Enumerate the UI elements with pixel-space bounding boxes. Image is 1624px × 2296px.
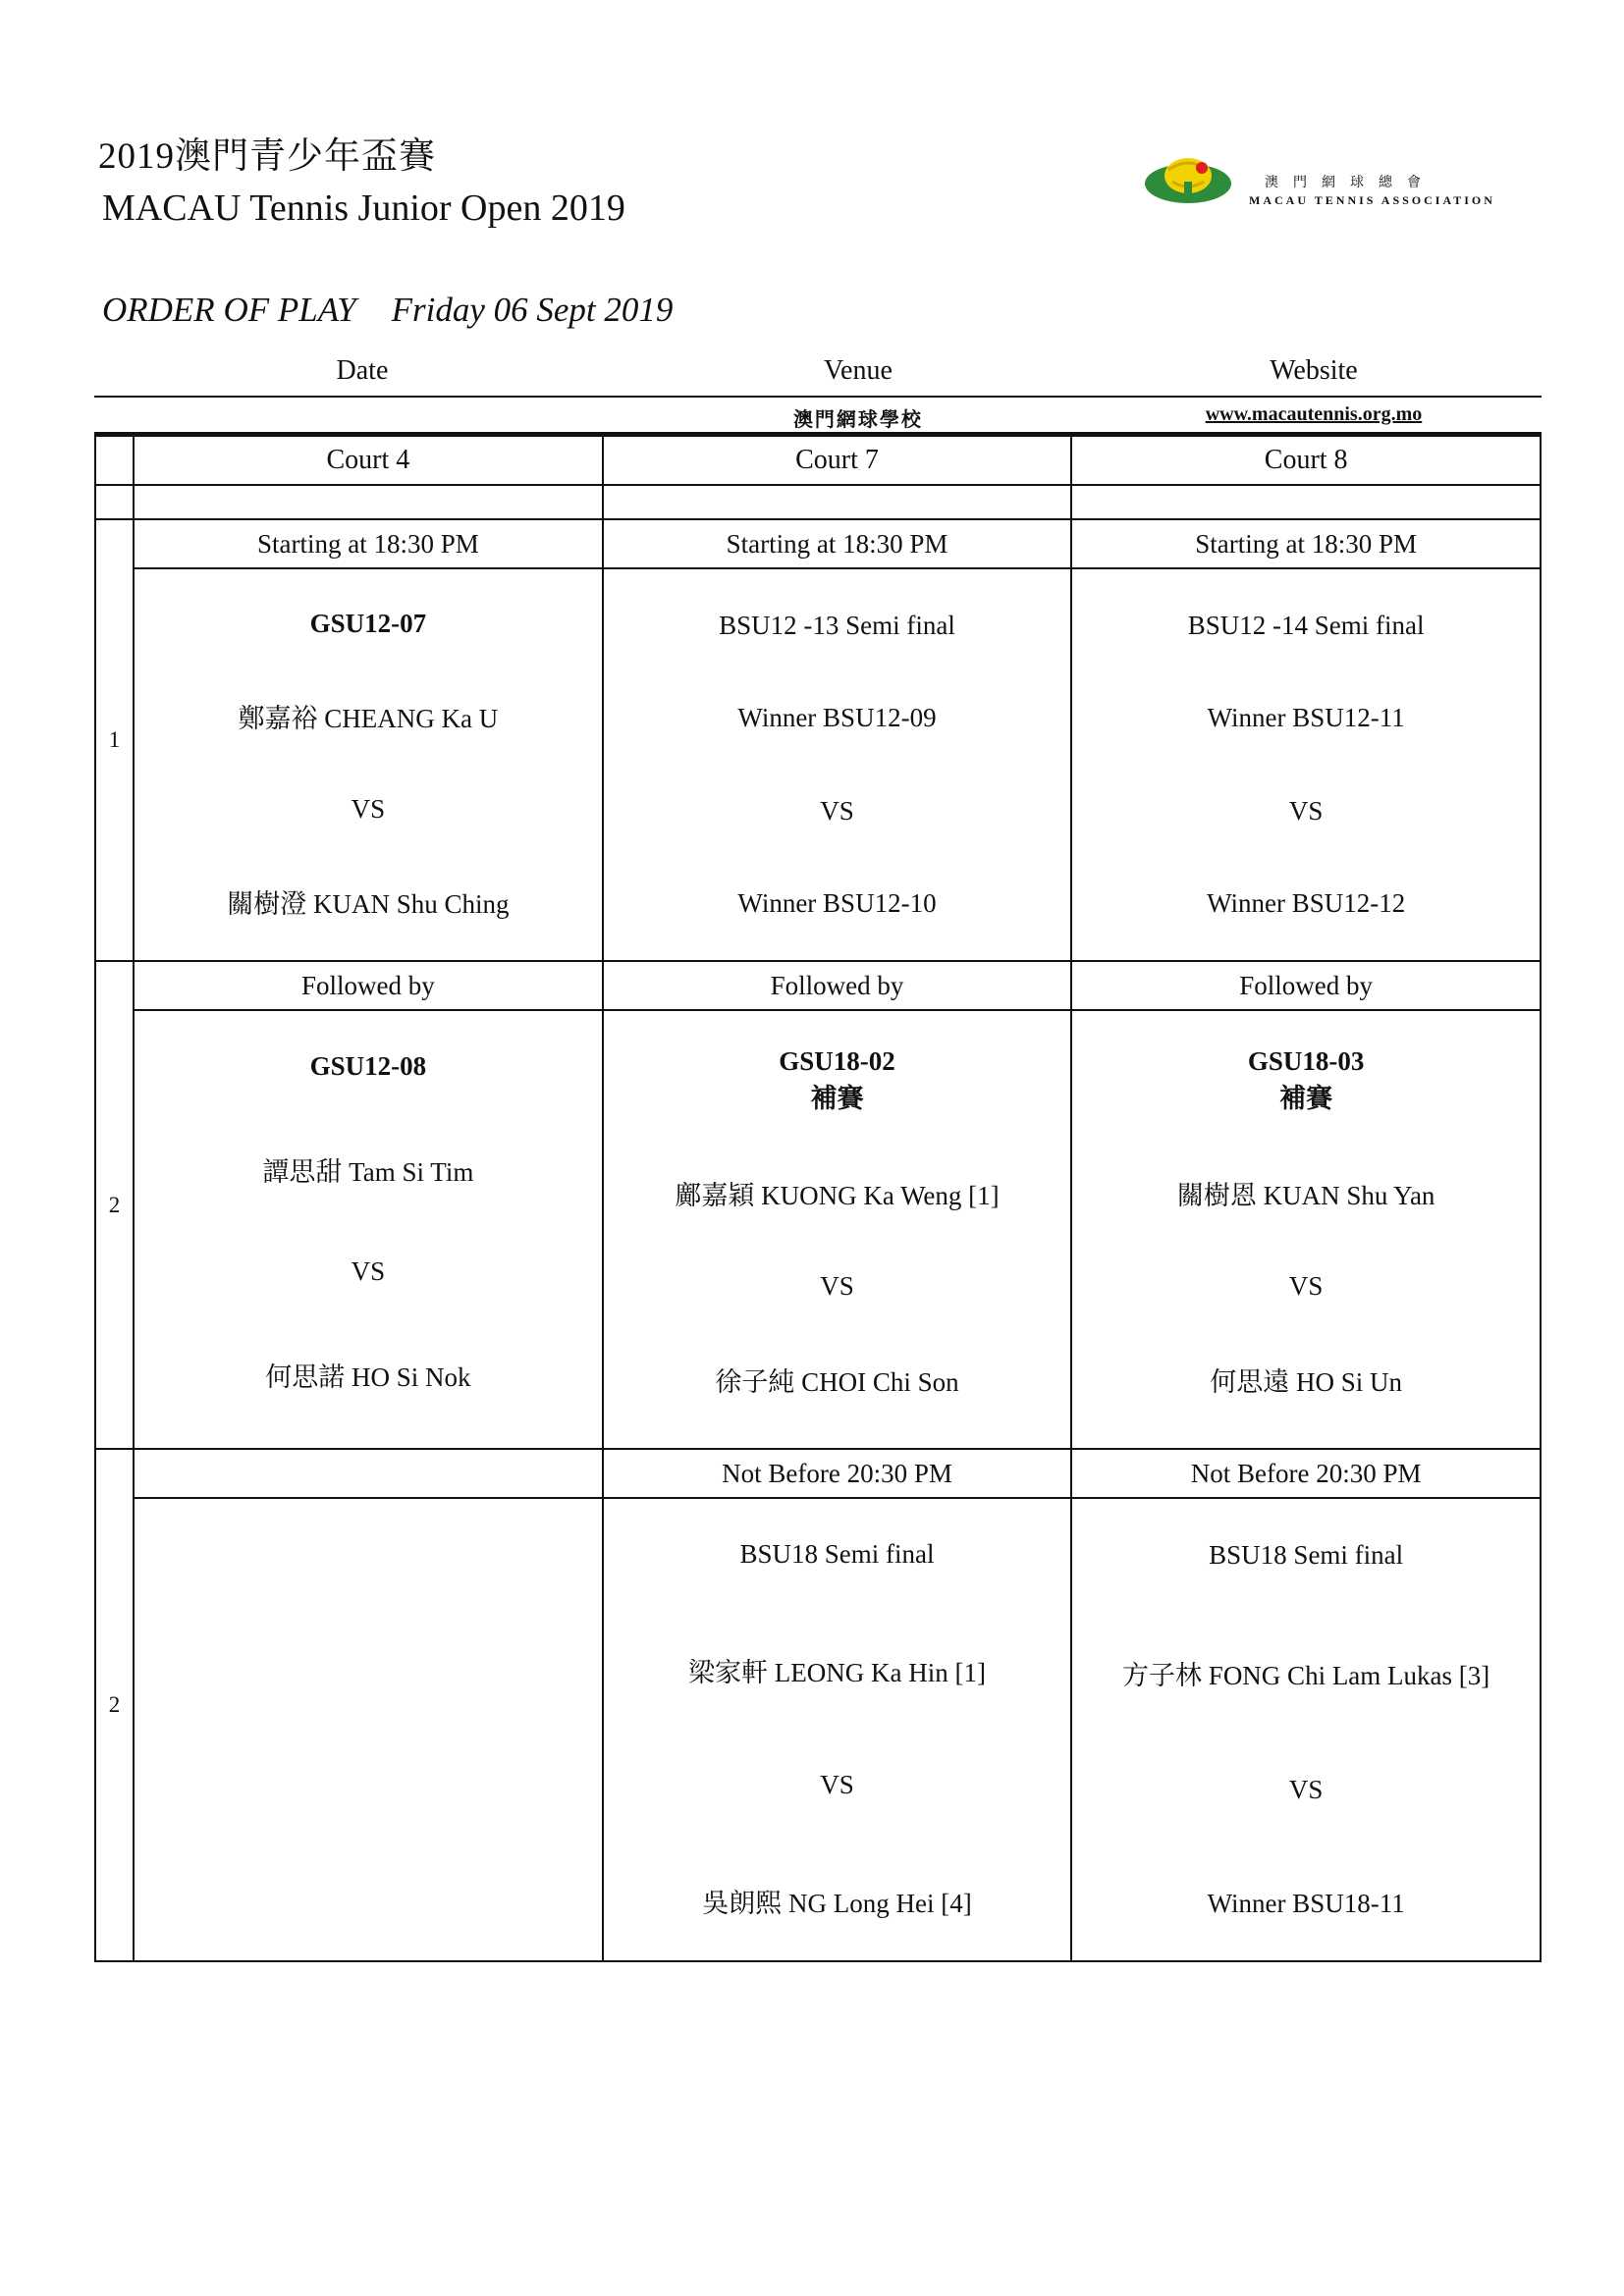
match-cell (603, 568, 1072, 961)
spacer-cell (95, 485, 134, 519)
date-column-label: Date (336, 355, 389, 386)
info-value-row (94, 403, 1542, 432)
block-3-header-row (95, 1449, 1541, 1498)
block-3-court-8-time: Not Before 20:30 PM (1071, 1449, 1541, 1498)
order-of-play-heading (102, 291, 673, 330)
player-one: Winner BSU12-09 (737, 703, 937, 733)
info-header-row (94, 355, 1542, 387)
versus-label: VS (820, 1770, 854, 1800)
match-code: BSU18 Semi final (1209, 1540, 1404, 1571)
player-one: 梁家軒 LEONG Ka Hin [1] (688, 1657, 986, 1687)
schedule-table (94, 435, 1542, 1962)
player-one: Winner BSU12-11 (1207, 703, 1405, 733)
block-2-court-7-time: Followed by (603, 961, 1072, 1010)
versus-label: VS (820, 1271, 854, 1301)
spacer-row (95, 485, 1541, 519)
block-2-court-4-time: Followed by (134, 961, 603, 1010)
player-one: 譚思甜 Tam Si Tim (262, 1156, 474, 1187)
versus-label: VS (351, 793, 386, 824)
match-cell (134, 1010, 603, 1449)
tennis-ball-logo-icon (1139, 152, 1249, 211)
versus-label: VS (820, 795, 854, 826)
player-two: 關樹澄 KUAN Shu Ching (227, 889, 510, 920)
player-two: 徐子純 CHOI Chi Son (715, 1367, 959, 1397)
match-code: GSU12-07 (309, 608, 427, 638)
block-2-header-row (95, 961, 1541, 1010)
player-one: 鄭嘉裕 CHEANG Ka U (238, 704, 499, 734)
match-cell-empty (134, 1498, 603, 1961)
player-one: 鄺嘉穎 KUONG Ka Weng [1] (675, 1181, 1000, 1210)
player-two: 何思諾 HO Si Nok (265, 1362, 471, 1393)
logo-chinese-name: 澳門網球總會 (1265, 176, 1435, 190)
row-number-header (95, 436, 134, 485)
block-1-match-row (95, 568, 1541, 961)
block-1-court-4-time: Starting at 18:30 PM (134, 519, 603, 568)
make-up-match-label: 補賽 (1279, 1084, 1333, 1113)
match-code: GSU12-08 (309, 1050, 427, 1081)
make-up-match-label: 補賽 (810, 1084, 864, 1113)
venue-value: 澳門網球學校 (792, 409, 923, 431)
match-cell (1071, 1498, 1541, 1961)
block-3-court-4-time (134, 1449, 603, 1498)
player-one: 方子林 FONG Chi Lam Lukas [3] (1122, 1660, 1490, 1690)
logo-english-name: MACAU TENNIS ASSOCIATION (1249, 193, 1495, 207)
match-code: BSU12 -14 Semi final (1187, 610, 1425, 640)
block-1-row-number: 1 (95, 519, 134, 961)
court-7-header: Court 7 (603, 436, 1072, 485)
versus-label: VS (1288, 795, 1324, 826)
title-chinese: 2019澳門青少年盃賽 (98, 136, 436, 177)
player-two: 何思遠 HO Si Un (1210, 1367, 1403, 1397)
match-cell (1071, 1010, 1541, 1449)
court-4-header: Court 4 (134, 436, 603, 485)
website-link[interactable]: www.macautennis.org.mo (1205, 403, 1423, 425)
match-code: BSU18 Semi final (739, 1539, 935, 1570)
match-cell (1071, 568, 1541, 961)
versus-label: VS (351, 1256, 386, 1287)
player-two: 吳朗熙 NG Long Hei [4] (702, 1888, 972, 1918)
versus-label: VS (1288, 1775, 1324, 1805)
association-logo (1139, 152, 1512, 211)
order-of-play-date: Friday 06 Sept 2019 (391, 291, 674, 329)
website-column-label: Website (1270, 355, 1358, 386)
venue-column-label: Venue (823, 355, 893, 386)
block-2-match-row (95, 1010, 1541, 1449)
match-code: BSU12 -13 Semi final (719, 610, 955, 640)
player-two: Winner BSU12-10 (737, 888, 937, 919)
spacer-cell (134, 485, 603, 519)
block-1-court-8-time: Starting at 18:30 PM (1071, 519, 1541, 568)
block-2-court-8-time: Followed by (1071, 961, 1541, 1010)
versus-label: VS (1288, 1271, 1324, 1301)
court-8-header: Court 8 (1071, 436, 1541, 485)
block-2-row-number: 2 (95, 961, 134, 1449)
match-cell (603, 1498, 1072, 1961)
player-two: Winner BSU12-12 (1207, 888, 1406, 919)
header-divider (94, 396, 1542, 398)
court-header-row (95, 436, 1541, 485)
match-cell (603, 1010, 1072, 1449)
block-3-row-number: 2 (95, 1449, 134, 1961)
block-3-court-7-time: Not Before 20:30 PM (603, 1449, 1072, 1498)
match-code: GSU18-02 (779, 1046, 895, 1076)
title-english: MACAU Tennis Junior Open 2019 (102, 187, 625, 229)
spacer-cell (603, 485, 1072, 519)
order-of-play-label: ORDER OF PLAY (102, 291, 356, 329)
spacer-cell (1071, 485, 1541, 519)
player-two: Winner BSU18-11 (1207, 1888, 1405, 1918)
player-one: 關樹恩 KUAN Shu Yan (1176, 1181, 1435, 1210)
date-value (94, 403, 630, 432)
block-1-header-row (95, 519, 1541, 568)
match-cell (134, 568, 603, 961)
match-code: GSU18-03 (1247, 1046, 1365, 1076)
block-1-court-7-time: Starting at 18:30 PM (603, 519, 1072, 568)
block-3-match-row (95, 1498, 1541, 1961)
